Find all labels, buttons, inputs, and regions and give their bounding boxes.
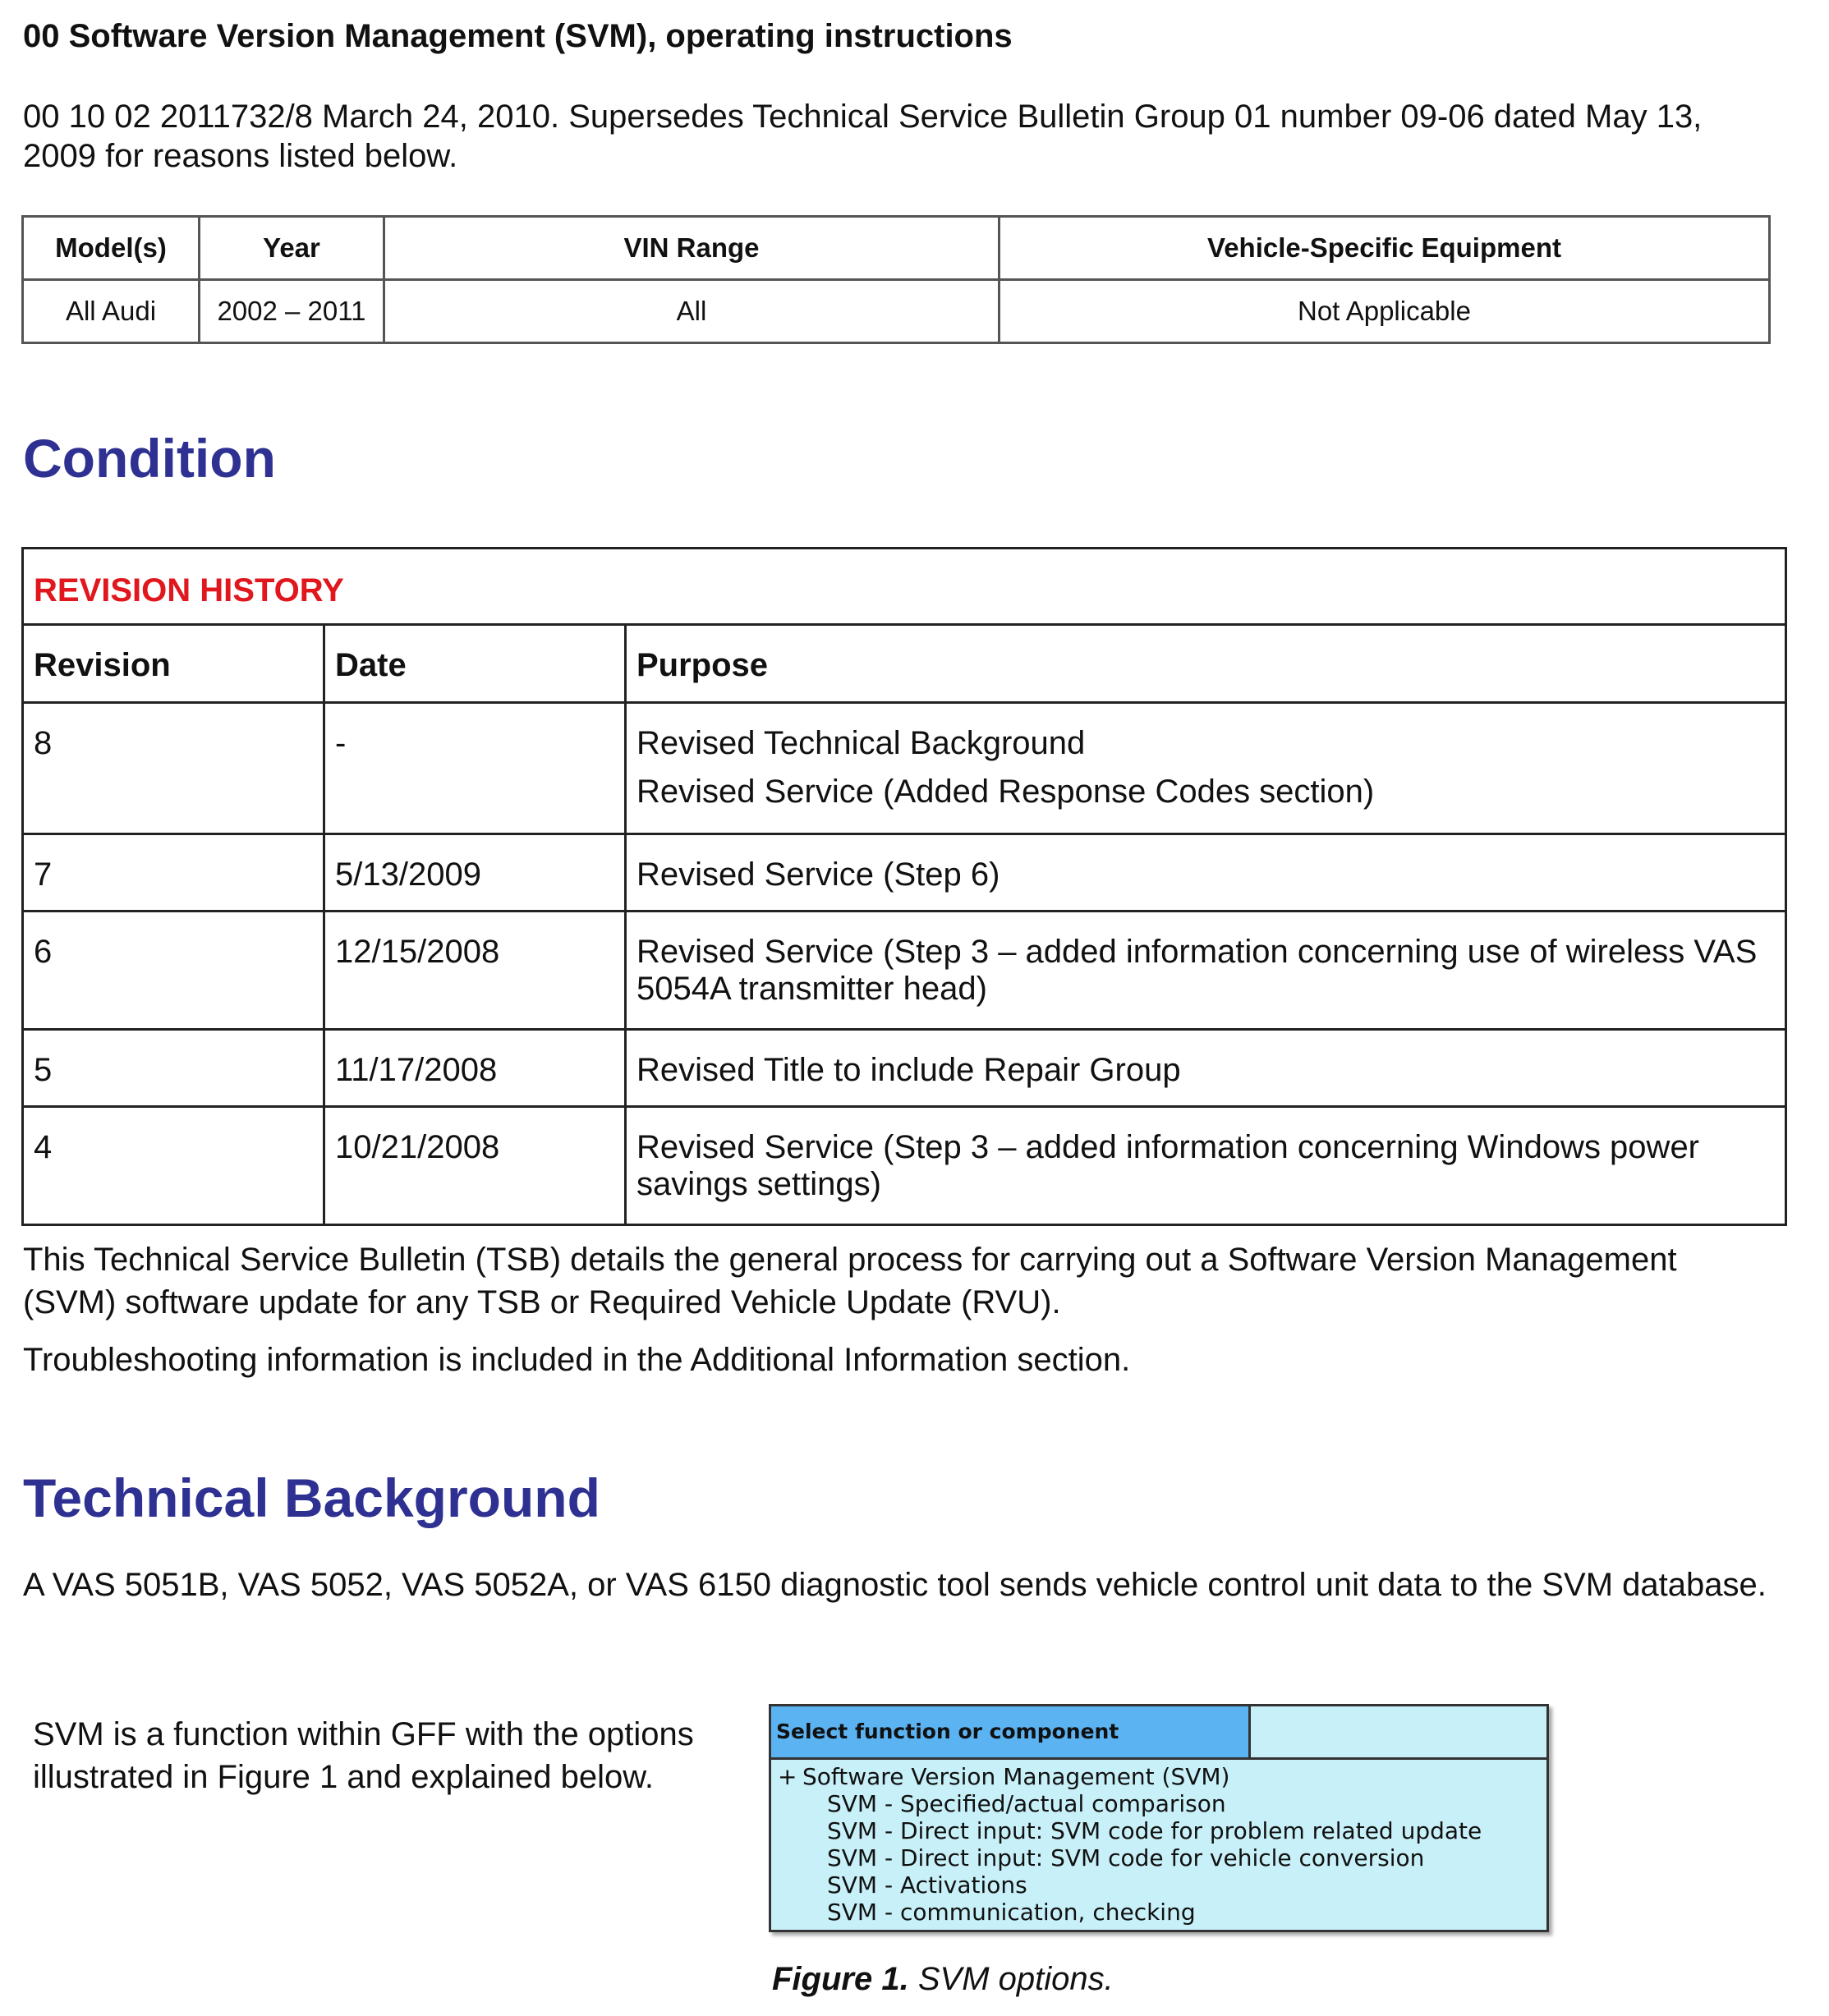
header-vin-range: VIN Range xyxy=(384,217,1000,280)
purpose-cell: Revised Service (Step 3 – added information concerning Windows power savings settings) xyxy=(626,1107,1786,1225)
table-row xyxy=(23,1107,1786,1225)
list-item: SVM - Direct input: SVM code for vehicle conversion xyxy=(827,1844,1425,1871)
revision-cell: 4 xyxy=(23,1107,324,1225)
vehicle-table-header xyxy=(23,217,1770,280)
header-equipment: Vehicle-Specific Equipment xyxy=(1000,217,1770,280)
figure-header xyxy=(771,1706,1546,1760)
revision-history-header xyxy=(23,625,1786,703)
expand-icon: + xyxy=(778,1763,797,1790)
figure-caption-label: Figure 1. xyxy=(772,1961,909,1997)
list-item: SVM - Activations xyxy=(827,1871,1027,1899)
revision-cell: 5 xyxy=(23,1030,324,1107)
figure-header-label: Select function or component xyxy=(771,1706,1251,1757)
figure-root-label: Software Version Management (SVM) xyxy=(802,1763,1230,1790)
revision-cell: 7 xyxy=(23,834,324,912)
header-models: Model(s) xyxy=(23,217,200,280)
revision-history-title: REVISION HISTORY xyxy=(23,549,1786,625)
vehicle-table xyxy=(21,215,1771,344)
figure-root-item xyxy=(778,1763,1546,1790)
revision-cell: 6 xyxy=(23,912,324,1030)
list-item: SVM - communication, checking xyxy=(827,1899,1196,1926)
date-cell: 11/17/2008 xyxy=(324,1030,626,1107)
header-purpose: Purpose xyxy=(626,625,1786,703)
purpose-cell: Revised Service (Step 3 – added information concerning use of wireless VAS 5054A transmitter head) xyxy=(626,912,1786,1030)
header-revision: Revision xyxy=(23,625,324,703)
header-date: Date xyxy=(324,625,626,703)
technical-background-paragraph: A VAS 5051B, VAS 5052, VAS 5052A, or VAS 6150 diagnostic tool sends vehicle control unit data to the SVM database. xyxy=(23,1567,1767,1603)
revision-cell: 8 xyxy=(23,703,324,834)
list-item: SVM - Direct input: SVM code for problem related update xyxy=(827,1817,1482,1844)
troubleshooting-paragraph: Troubleshooting information is included in the Additional Information section. xyxy=(23,1342,1131,1378)
list-item: SVM - Specified/actual comparison xyxy=(827,1790,1226,1817)
table-row xyxy=(23,834,1786,912)
svm-options-figure xyxy=(769,1704,1549,1932)
vehicle-table-row xyxy=(23,280,1770,343)
date-cell: 12/15/2008 xyxy=(324,912,626,1030)
condition-heading: Condition xyxy=(23,428,276,489)
header-year: Year xyxy=(200,217,384,280)
table-row xyxy=(23,1030,1786,1107)
purpose-line: Revised Service (Added Response Codes section) xyxy=(636,774,1375,810)
technical-background-heading: Technical Background xyxy=(23,1467,600,1528)
table-row xyxy=(23,912,1786,1030)
figure-caption xyxy=(772,1961,1114,1998)
document-title: 00 Software Version Management (SVM), operating instructions xyxy=(23,18,1013,54)
purpose-cell: Revised Title to include Repair Group xyxy=(626,1030,1786,1107)
table-row xyxy=(23,703,1786,834)
cell-vin-range: All xyxy=(384,280,1000,343)
figure-caption-text: SVM options. xyxy=(917,1961,1114,1997)
svm-paragraph: SVM is a function within GFF with the options illustrated in Figure 1 and explained below. xyxy=(33,1716,694,1795)
intro-paragraph: This Technical Service Bulletin (TSB) details the general process for carrying out a Software Version Management (SVM) software update for any TSB or Required Vehicle Update (RVU). xyxy=(23,1242,1677,1320)
cell-models: All Audi xyxy=(23,280,200,343)
bulletin-info: 00 10 02 2011732/8 March 24, 2010. Supersedes Technical Service Bulletin Group 01 number 09-06 dated May 13, 2009 for reasons listed below. xyxy=(23,99,1703,174)
cell-equipment: Not Applicable xyxy=(1000,280,1770,343)
purpose-line: Revised Technical Background xyxy=(636,725,1086,761)
date-cell: 5/13/2009 xyxy=(324,834,626,912)
cell-year: 2002 – 2011 xyxy=(200,280,384,343)
revision-history-table xyxy=(21,547,1787,1226)
date-cell: - xyxy=(324,703,626,834)
figure-option-list xyxy=(771,1760,1546,1926)
purpose-cell: Revised Service (Step 6) xyxy=(626,834,1786,912)
figure-header-empty xyxy=(1251,1706,1546,1757)
date-cell: 10/21/2008 xyxy=(324,1107,626,1225)
purpose-cell xyxy=(626,703,1786,834)
